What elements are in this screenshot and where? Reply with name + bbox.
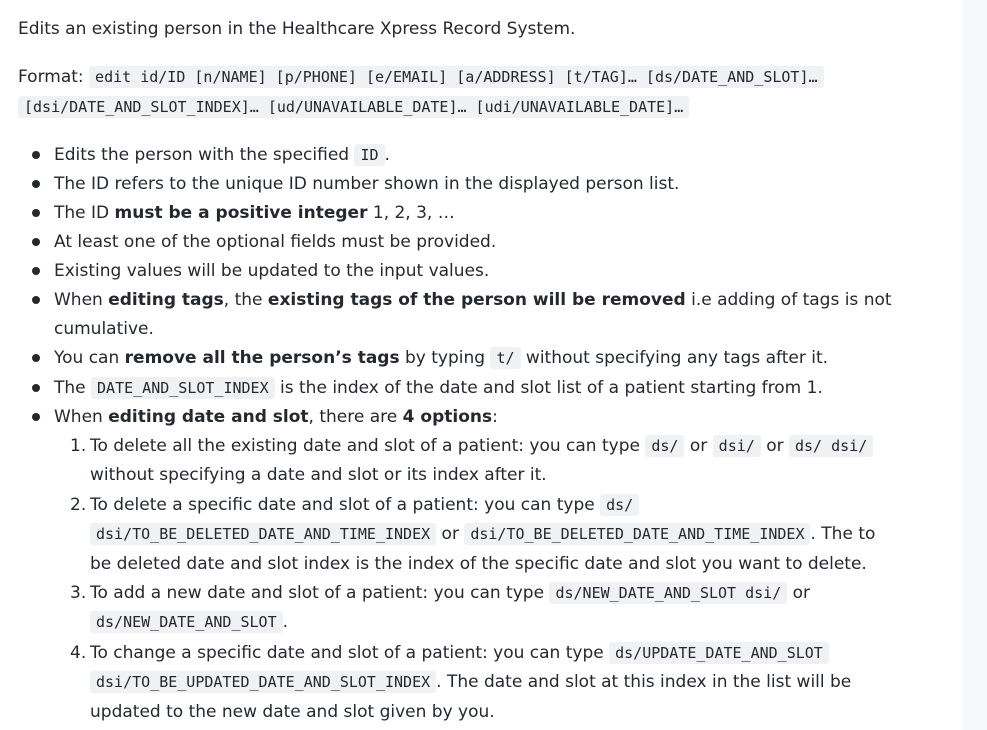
inline-code: ds/NEW_DATE_AND_SLOT dsi/ — [549, 582, 787, 604]
inline-code: dsi/TO_BE_DELETED_DATE_AND_TIME_INDEX — [464, 523, 810, 545]
format-code-line-1: edit id/ID [n/NAME] [p/PHONE] [e/EMAIL] [a/ADDRESS] [t/TAG]… [ds/DATE_AND_SLOT]… — [89, 66, 823, 88]
format-code-line-2: [dsi/DATE_AND_SLOT_INDEX]… [ud/UNAVAILABLE_DATE]… [udi/UNAVAILABLE_DATE]… — [18, 96, 689, 118]
option-item: To add a new date and slot of a patient: you can type ds/NEW_DATE_AND_SLOT dsi/ or — [90, 583, 811, 603]
bullet-item: You can remove all the person’s tags by typing t/ without specifying any tags after it. — [54, 348, 829, 368]
inline-code: ds/ dsi/ — [789, 435, 873, 457]
format-line-2 — [18, 96, 689, 118]
option-item-continuation: ds/NEW_DATE_AND_SLOT . — [90, 611, 288, 633]
bullet-marker — [32, 354, 40, 362]
bullet-marker — [32, 267, 40, 275]
option-item-continuation: without specifying a date and slot or its index after it. — [90, 465, 547, 485]
bullet-marker — [32, 413, 40, 421]
bullet-item: Edits the person with the specified ID . — [54, 145, 390, 165]
intro-paragraph: Edits an existing person in the Healthcare Xpress Record System. — [18, 19, 576, 39]
inline-code: ds/ — [645, 435, 684, 457]
bullet-item: When editing tags, the existing tags of the person will be removed i.e adding of tags is not — [54, 290, 892, 310]
inline-code: dsi/TO_BE_UPDATED_DATE_AND_SLOT_INDEX — [90, 671, 436, 693]
bullet-marker — [32, 180, 40, 188]
option-item: To delete all the existing date and slot of a patient: you can type ds/ or dsi/ or ds/ dsi/ — [90, 435, 873, 457]
list-number: 3. — [70, 583, 87, 603]
page-margin — [962, 0, 987, 730]
option-item-continuation: dsi/TO_BE_UPDATED_DATE_AND_SLOT_INDEX . The date and slot at this index in the list will be — [90, 671, 851, 693]
option-item-continuation: updated to the new date and slot given by you. — [90, 702, 495, 722]
format-line-1 — [18, 66, 824, 88]
list-number: 4. — [70, 643, 87, 663]
inline-code: ID — [354, 144, 384, 166]
inline-code: ds/NEW_DATE_AND_SLOT — [90, 611, 283, 633]
option-item-continuation: dsi/TO_BE_DELETED_DATE_AND_TIME_INDEX or dsi/TO_BE_DELETED_DATE_AND_TIME_INDEX . The to — [90, 523, 875, 545]
bullet-marker — [32, 296, 40, 304]
inline-code: dsi/ — [713, 435, 761, 457]
inline-code: t/ — [490, 347, 520, 369]
inline-code: ds/UPDATE_DATE_AND_SLOT — [609, 642, 829, 664]
option-item: To delete a specific date and slot of a patient: you can type ds/ — [90, 494, 639, 516]
bullet-item: The DATE_AND_SLOT_INDEX is the index of the date and slot list of a patient starting from 1. — [54, 378, 823, 398]
inline-code: DATE_AND_SLOT_INDEX — [91, 377, 275, 399]
bullet-item: At least one of the optional fields must be provided. — [54, 232, 497, 252]
bullet-item: The ID must be a positive integer 1, 2, 3, … — [54, 203, 455, 223]
option-item-continuation: be deleted date and slot index is the index of the specific date and slot you want to delete. — [90, 554, 867, 574]
bullet-marker — [32, 151, 40, 159]
bullet-item: Existing values will be updated to the input values. — [54, 261, 490, 281]
bullet-marker — [32, 209, 40, 217]
format-label: Format: — [18, 67, 84, 87]
inline-code: dsi/TO_BE_DELETED_DATE_AND_TIME_INDEX — [90, 523, 436, 545]
list-number: 1. — [70, 436, 87, 456]
bullet-item-continuation: cumulative. — [54, 319, 154, 339]
bullet-item: The ID refers to the unique ID number shown in the displayed person list. — [54, 174, 680, 194]
inline-code: ds/ — [600, 494, 639, 516]
bullet-marker — [32, 238, 40, 246]
list-number: 2. — [70, 495, 87, 515]
bullet-item: When editing date and slot, there are 4 options: — [54, 407, 498, 427]
bullet-marker — [32, 384, 40, 392]
option-item: To change a specific date and slot of a patient: you can type ds/UPDATE_DATE_AND_SLOT — [90, 642, 829, 664]
